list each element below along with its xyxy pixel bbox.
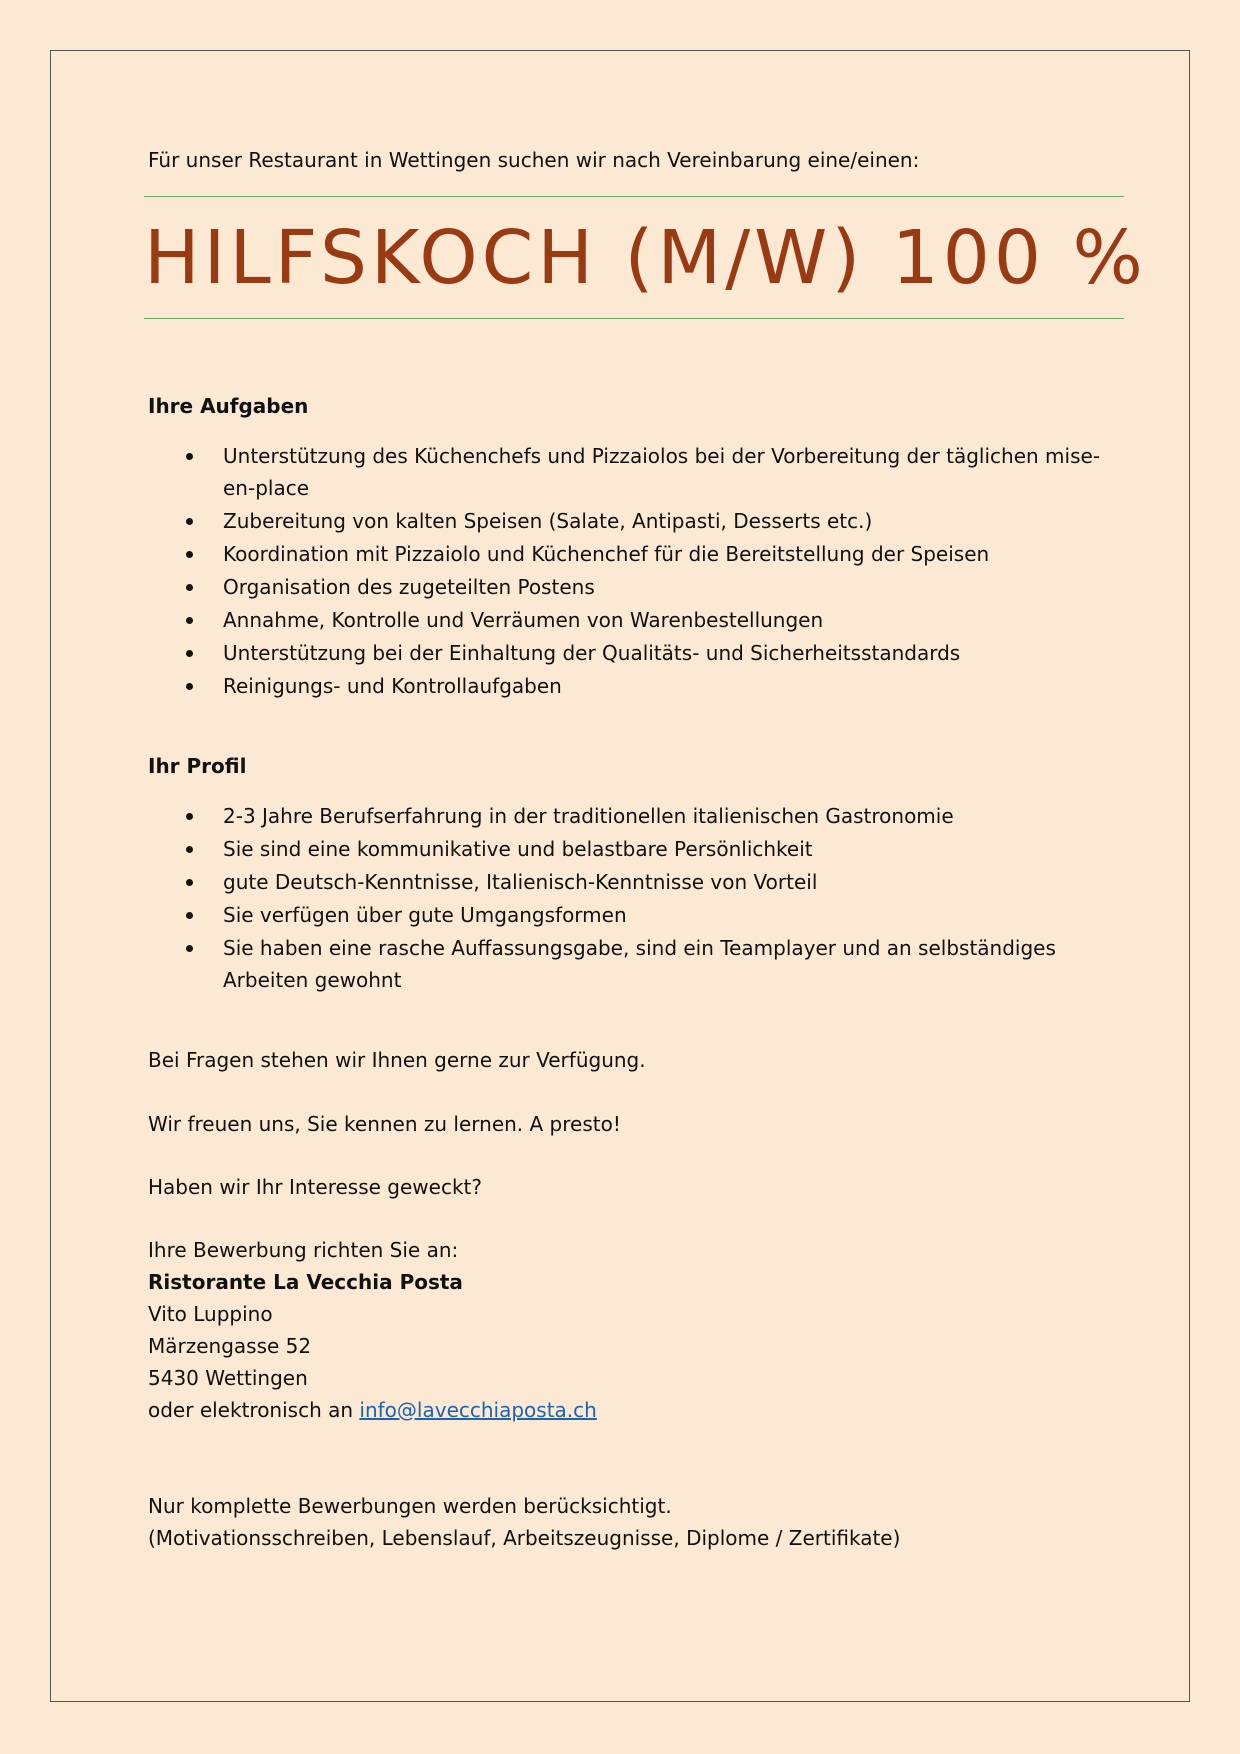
bullet-icon [186, 453, 193, 460]
intro-text: Für unser Restaurant in Wettingen suchen wir nach Vereinbarung eine/einen: [148, 148, 920, 172]
bullet-icon [186, 584, 193, 591]
list-item: Organisation des zugeteilten Postens [148, 571, 1128, 603]
list-item: Zubereitung von kalten Speisen (Salate, Antipasti, Desserts etc.) [148, 505, 1128, 537]
contact-lead: Ihre Bewerbung richten Sie an: [148, 1238, 459, 1262]
company-name: Ristorante La Vecchia Posta [148, 1270, 463, 1294]
bullet-icon [186, 617, 193, 624]
bullet-icon [186, 879, 193, 886]
bullet-icon [186, 912, 193, 919]
city-address: 5430 Wettingen [148, 1366, 308, 1390]
title-rule-bottom [144, 318, 1124, 319]
questions-text: Bei Fragen stehen wir Ihnen gerne zur Verfügung. [148, 1048, 646, 1072]
completeness-note: Nur komplette Bewerbungen werden berücksichtigt. [148, 1494, 672, 1518]
tasks-heading: Ihre Aufgaben [148, 394, 309, 418]
list-item: 2-3 Jahre Berufserfahrung in der traditionellen italienischen Gastronomie [148, 800, 1128, 832]
email-prefix: oder elektronisch an [148, 1398, 360, 1422]
list-item: Unterstützung des Küchenchefs und Pizzaiolos bei der Vorbereitung der täglichen mise-en-place [148, 440, 1128, 504]
email-line [148, 1394, 597, 1426]
street-address: Märzengasse 52 [148, 1334, 312, 1358]
contact-person: Vito Luppino [148, 1302, 273, 1326]
bullet-icon [186, 945, 193, 952]
list-item: Reinigungs- und Kontrollaufgaben [148, 670, 1128, 702]
list-item: Sie verfügen über gute Umgangsformen [148, 899, 1128, 931]
list-item: gute Deutsch-Kenntnisse, Italienisch-Kenntnisse von Vorteil [148, 866, 1128, 898]
email-link[interactable]: info@lavecchiaposta.ch [359, 1398, 597, 1422]
interest-text: Haben wir Ihr Interesse geweckt? [148, 1175, 482, 1199]
list-item: Sie haben eine rasche Auffassungsgabe, sind ein Teamplayer und an selbständiges Arbeiten gewohnt [148, 932, 1128, 996]
list-item: Unterstützung bei der Einhaltung der Qualitäts- und Sicherheitsstandards [148, 637, 1128, 669]
title-rule-top [144, 196, 1124, 197]
bullet-icon [186, 813, 193, 820]
bullet-icon [186, 683, 193, 690]
contact-block [148, 1234, 597, 1426]
job-title: HILFSKOCH (M/W) 100 % [144, 215, 1147, 301]
documents-note: (Motivationsschreiben, Lebenslauf, Arbeitszeugnisse, Diplome / Zertifikate) [148, 1526, 901, 1550]
bullet-icon [186, 846, 193, 853]
bullet-icon [186, 518, 193, 525]
profile-heading: Ihr Profil [148, 754, 247, 778]
list-item: Annahme, Kontrolle und Verräumen von Warenbestellungen [148, 604, 1128, 636]
bullet-icon [186, 551, 193, 558]
list-item: Koordination mit Pizzaiolo und Küchenchef für die Bereitstellung der Speisen [148, 538, 1128, 570]
greeting-text: Wir freuen uns, Sie kennen zu lernen. A presto! [148, 1112, 621, 1136]
tasks-list [148, 440, 1128, 703]
profile-list [148, 800, 1128, 997]
list-item: Sie sind eine kommunikative und belastbare Persönlichkeit [148, 833, 1128, 865]
bullet-icon [186, 650, 193, 657]
